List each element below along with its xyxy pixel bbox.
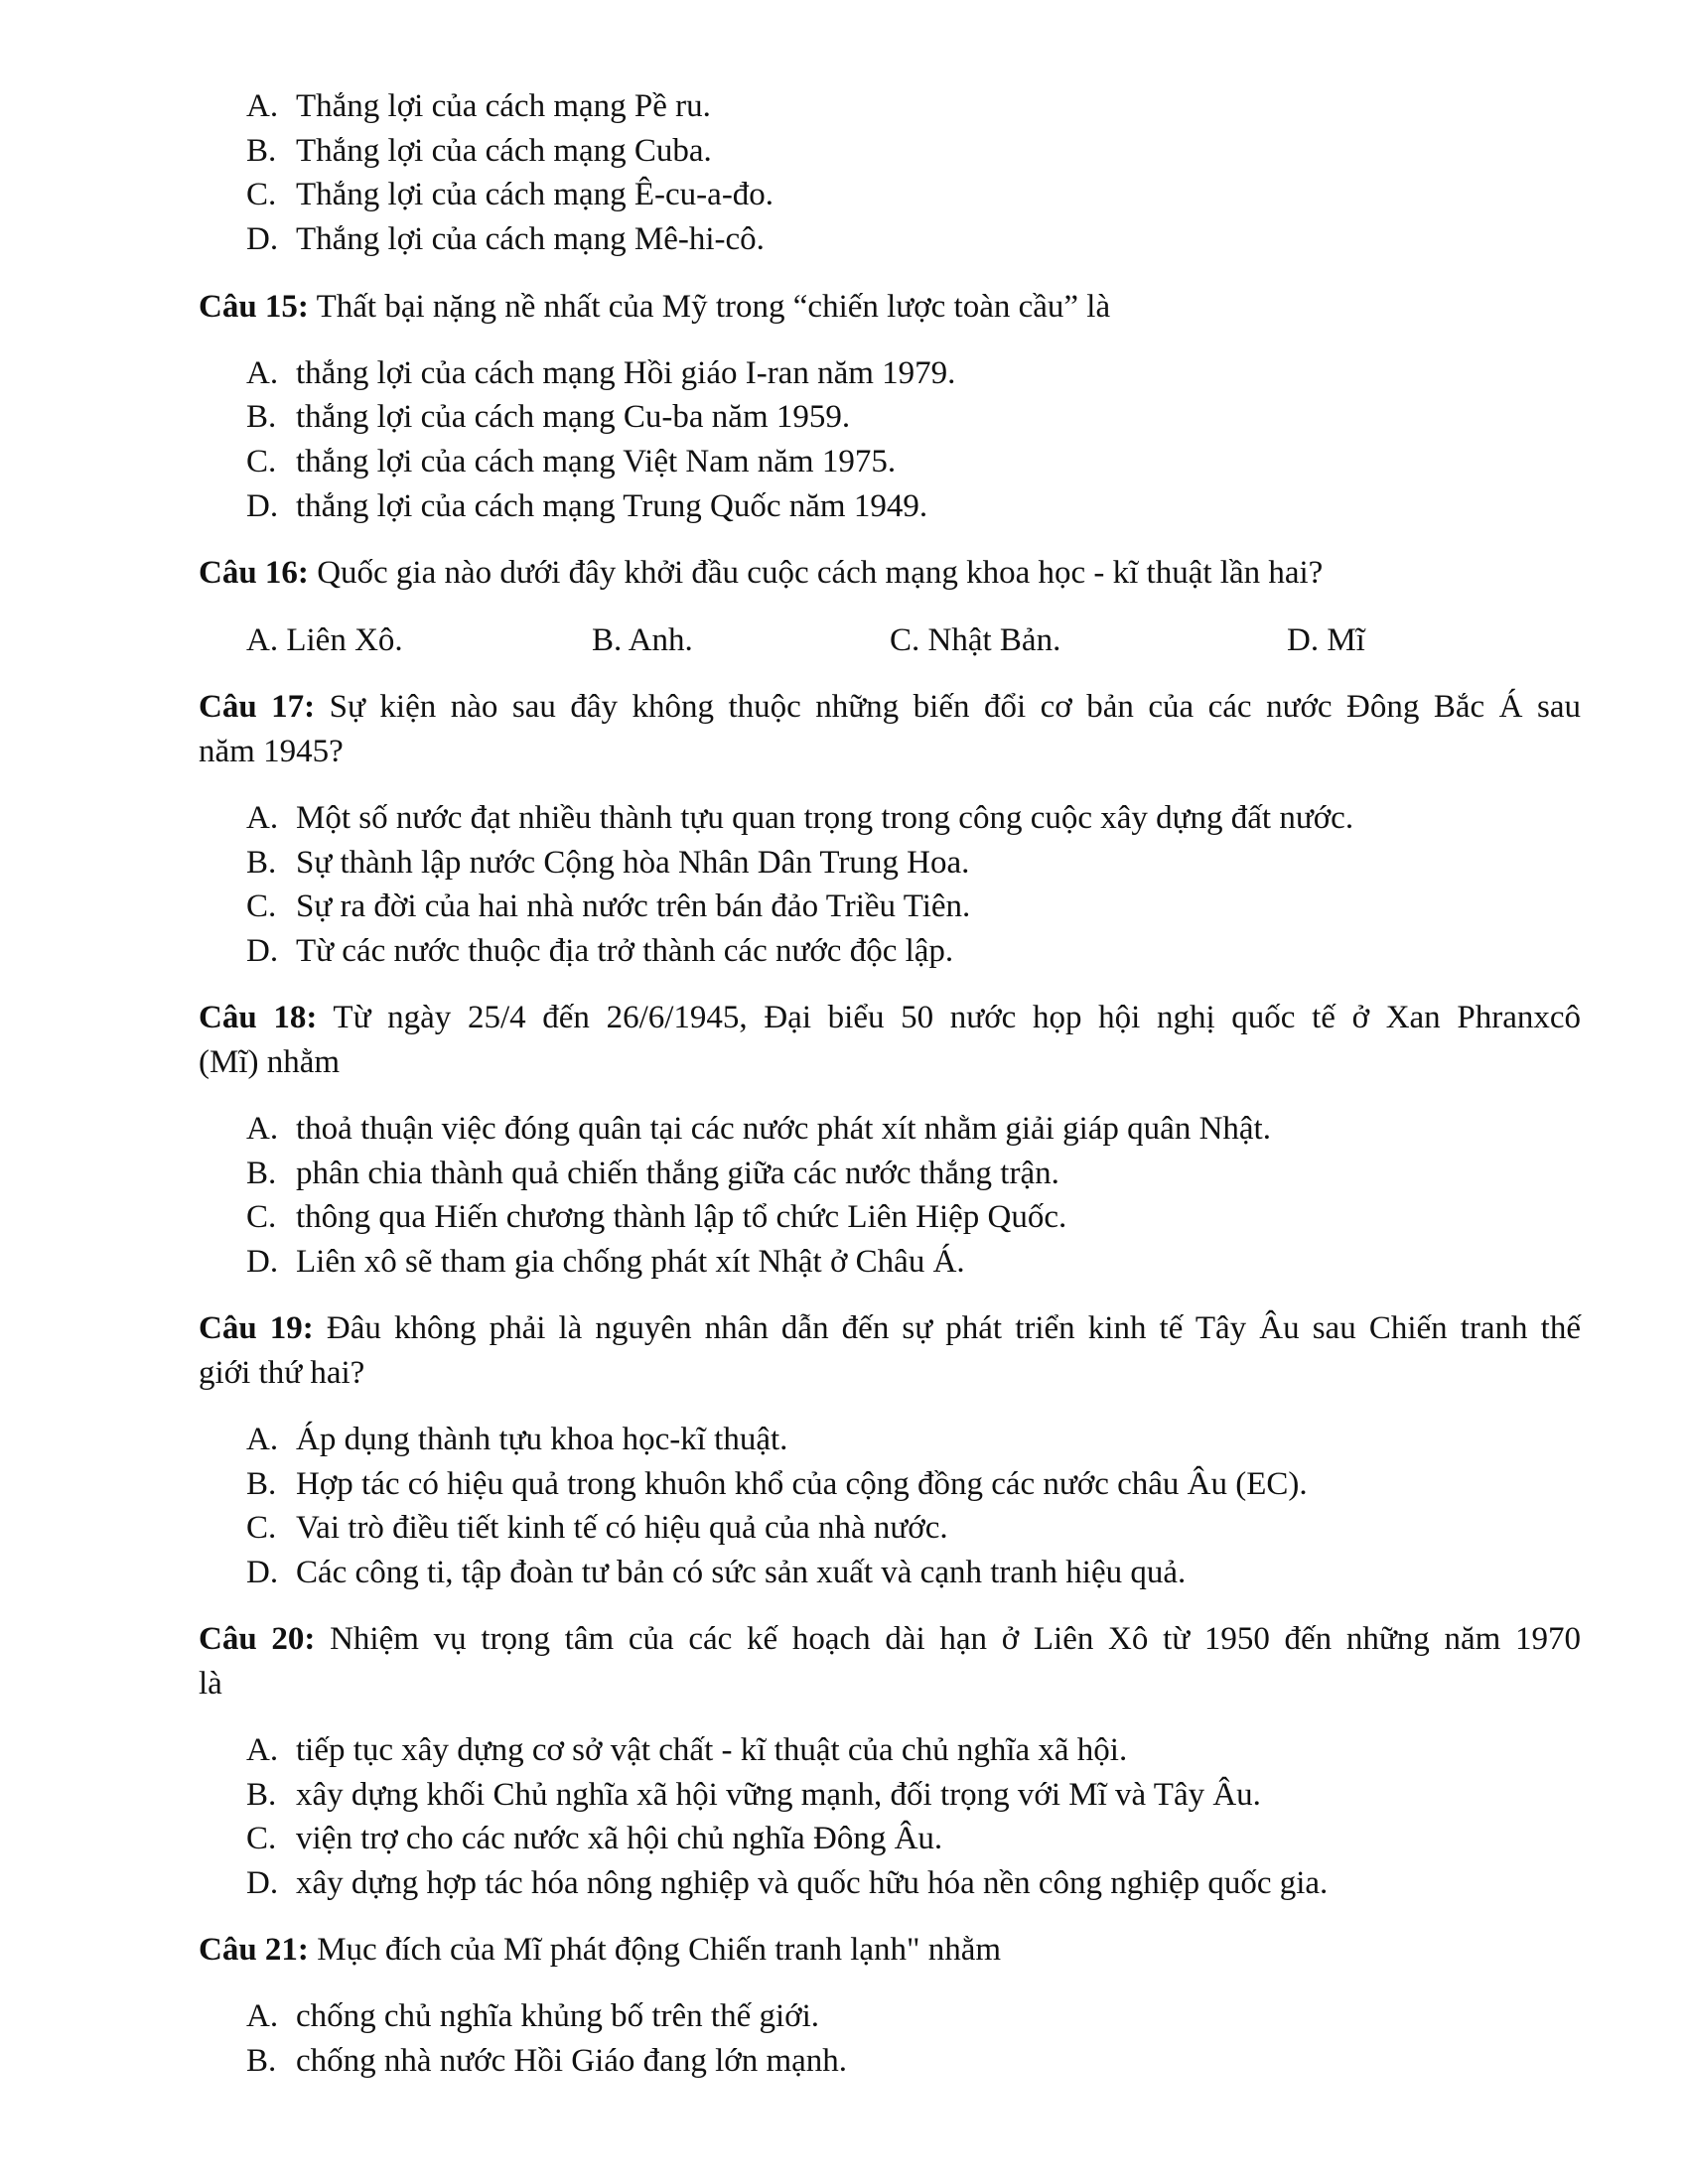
q18-stem-line1: [199, 998, 1581, 1037]
question-number: Câu 15:: [199, 289, 309, 325]
q16-stem: [199, 553, 1323, 593]
option-text: Vai trò điều tiết kinh tế có hiệu quả của nhà nước.: [296, 1510, 948, 1546]
q20-stem-line2: là: [199, 1666, 222, 1702]
option-text: Liên xô sẽ tham gia chống phát xít Nhật ở Châu Á.: [296, 1244, 965, 1280]
q14-option-d: [246, 219, 765, 259]
q18-stem-line2: (Mĩ) nhằm: [199, 1044, 341, 1080]
option-letter: B.: [246, 2043, 277, 2079]
q20-option-c: [246, 1819, 942, 1858]
option-letter: B.: [246, 399, 277, 435]
q17-option-d: [246, 931, 953, 971]
q19-option-b: [246, 1464, 1308, 1504]
q18-option-c: [246, 1197, 1066, 1237]
question-text: Nhiệm vụ trọng tâm của các kế hoạch dài hạn ở Liên Xô từ 1950 đến những năm 1970: [315, 1621, 1581, 1657]
q19-stem-line1: [199, 1308, 1581, 1348]
q19-option-a: [246, 1420, 787, 1459]
option-text: Sự ra đời của hai nhà nước trên bán đảo Triều Tiên.: [296, 888, 971, 924]
q18-option-b: [246, 1154, 1059, 1193]
option-text: Thắng lợi của cách mạng Ê-cu-a-đo.: [296, 177, 774, 212]
option-letter: D.: [246, 221, 279, 257]
option-letter: A.: [246, 355, 279, 391]
option-letter: A.: [246, 622, 279, 658]
option-text: thắng lợi của cách mạng Hồi giáo I-ran năm 1979.: [296, 355, 956, 391]
option-letter: B.: [592, 622, 623, 658]
q16-option-a: [246, 620, 403, 660]
option-text: Thắng lợi của cách mạng Cuba.: [296, 133, 712, 169]
option-letter: C.: [890, 622, 920, 658]
option-text: xây dựng khối Chủ nghĩa xã hội vững mạnh, đối trọng với Mĩ và Tây Âu.: [296, 1777, 1261, 1813]
option-letter: D.: [246, 1865, 279, 1901]
question-number: Câu 17:: [199, 689, 316, 725]
option-letter: C.: [246, 444, 277, 479]
option-text: thoả thuận việc đóng quân tại các nước phát xít nhằm giải giáp quân Nhật.: [296, 1111, 1271, 1147]
option-letter: A.: [246, 1732, 279, 1768]
q21-option-a: [246, 1996, 819, 2036]
option-letter: D.: [246, 933, 279, 969]
q21-option-b: [246, 2041, 847, 2081]
q19-option-d: [246, 1553, 1186, 1592]
option-letter: B.: [246, 1156, 277, 1191]
option-text: Thắng lợi của cách mạng Mê-hi-cô.: [296, 221, 765, 257]
option-text: thông qua Hiến chương thành lập tổ chức Liên Hiệp Quốc.: [296, 1199, 1067, 1235]
question-number: Câu 16:: [199, 555, 309, 591]
option-text: Từ các nước thuộc địa trở thành các nước độc lập.: [296, 933, 954, 969]
q20-option-a: [246, 1730, 1127, 1770]
q15-option-b: [246, 397, 850, 437]
q20-stem-line1: [199, 1619, 1581, 1659]
option-letter: C.: [246, 888, 277, 924]
option-letter: C.: [246, 177, 277, 212]
option-text: thắng lợi của cách mạng Việt Nam năm 1975.: [296, 444, 897, 479]
q14-option-c: [246, 175, 774, 214]
option-text: Áp dụng thành tựu khoa học-kĩ thuật.: [296, 1422, 788, 1457]
option-text: Hợp tác có hiệu quả trong khuôn khổ của cộng đồng các nước châu Âu (EC).: [296, 1466, 1308, 1502]
option-letter: B.: [246, 133, 277, 169]
q17-option-c: [246, 887, 970, 926]
q20-option-d: [246, 1863, 1328, 1903]
option-letter: C.: [246, 1510, 277, 1546]
option-letter: D.: [1287, 622, 1320, 658]
option-text: xây dựng hợp tác hóa nông nghiệp và quốc hữu hóa nền công nghiệp quốc gia.: [296, 1865, 1329, 1901]
option-letter: D.: [246, 488, 279, 524]
q15-option-d: [246, 486, 927, 526]
option-text: Anh.: [628, 622, 693, 658]
question-number: Câu 20:: [199, 1621, 316, 1657]
option-letter: B.: [246, 845, 277, 881]
question-text: Từ ngày 25/4 đến 26/6/1945, Đại biểu 50 nước họp hội nghị quốc tế ở Xan Phranxcô: [317, 1000, 1581, 1035]
q15-option-c: [246, 442, 896, 481]
q17-option-b: [246, 843, 969, 883]
q21-stem: [199, 1930, 1001, 1970]
option-letter: C.: [246, 1199, 277, 1235]
option-letter: B.: [246, 1466, 277, 1502]
option-letter: A.: [246, 88, 279, 124]
q18-option-d: [246, 1242, 965, 1282]
q20-option-b: [246, 1775, 1261, 1815]
q14-option-b: [246, 131, 712, 171]
q17-option-a: [246, 798, 1353, 838]
q16-option-b: [592, 620, 693, 660]
q16-option-c: [890, 620, 1060, 660]
option-letter: D.: [246, 1555, 279, 1590]
option-text: viện trợ cho các nước xã hội chủ nghĩa Đông Âu.: [296, 1821, 943, 1856]
option-text: Các công ti, tập đoàn tư bản có sức sản xuất và cạnh tranh hiệu quả.: [296, 1555, 1187, 1590]
q15-stem: [199, 287, 1110, 327]
option-letter: A.: [246, 1422, 279, 1457]
question-text: Đâu không phải là nguyên nhân dẫn đến sự phát triển kinh tế Tây Âu sau Chiến tranh thế: [313, 1310, 1581, 1346]
question-number: Câu 18:: [199, 1000, 318, 1035]
option-letter: D.: [246, 1244, 279, 1280]
option-text: Thắng lợi của cách mạng Pề ru.: [296, 88, 711, 124]
option-letter: A.: [246, 1111, 279, 1147]
option-text: phân chia thành quả chiến thắng giữa các nước thắng trận.: [296, 1156, 1059, 1191]
option-text: tiếp tục xây dựng cơ sở vật chất - kĩ thuật của chủ nghĩa xã hội.: [296, 1732, 1128, 1768]
question-number: Câu 21:: [199, 1932, 309, 1968]
q16-option-d: [1287, 620, 1365, 660]
q19-option-c: [246, 1508, 948, 1548]
option-letter: A.: [246, 1998, 279, 2034]
q17-stem-line2: năm 1945?: [199, 734, 344, 769]
q15-option-a: [246, 353, 955, 393]
option-text: Liên Xô.: [286, 622, 403, 658]
option-text: thắng lợi của cách mạng Cu-ba năm 1959.: [296, 399, 851, 435]
option-text: thắng lợi của cách mạng Trung Quốc năm 1949.: [296, 488, 928, 524]
q17-stem-line1: [199, 687, 1581, 727]
q18-option-a: [246, 1109, 1271, 1149]
option-text: chống nhà nước Hồi Giáo đang lớn mạnh.: [296, 2043, 848, 2079]
question-text: Mục đích của Mĩ phát động Chiến tranh lạnh" nhằm: [308, 1932, 1002, 1968]
option-text: Mĩ: [1327, 622, 1365, 658]
q14-option-a: [246, 86, 711, 126]
question-text: Sự kiện nào sau đây không thuộc những biến đổi cơ bản của các nước Đông Bắc Á sau: [315, 689, 1581, 725]
q19-stem-line2: giới thứ hai?: [199, 1355, 365, 1391]
option-letter: C.: [246, 1821, 277, 1856]
option-text: Một số nước đạt nhiều thành tựu quan trọng trong công cuộc xây dựng đất nước.: [296, 800, 1354, 836]
option-letter: A.: [246, 800, 279, 836]
question-text: Thất bại nặng nề nhất của Mỹ trong “chiến lược toàn cầu” là: [308, 289, 1111, 325]
question-text: Quốc gia nào dưới đây khởi đầu cuộc cách mạng khoa học - kĩ thuật lần hai?: [308, 555, 1324, 591]
option-letter: B.: [246, 1777, 277, 1813]
option-text: chống chủ nghĩa khủng bố trên thế giới.: [296, 1998, 820, 2034]
question-number: Câu 19:: [199, 1310, 314, 1346]
option-text: Nhật Bản.: [927, 622, 1061, 658]
option-text: Sự thành lập nước Cộng hòa Nhân Dân Trung Hoa.: [296, 845, 970, 881]
